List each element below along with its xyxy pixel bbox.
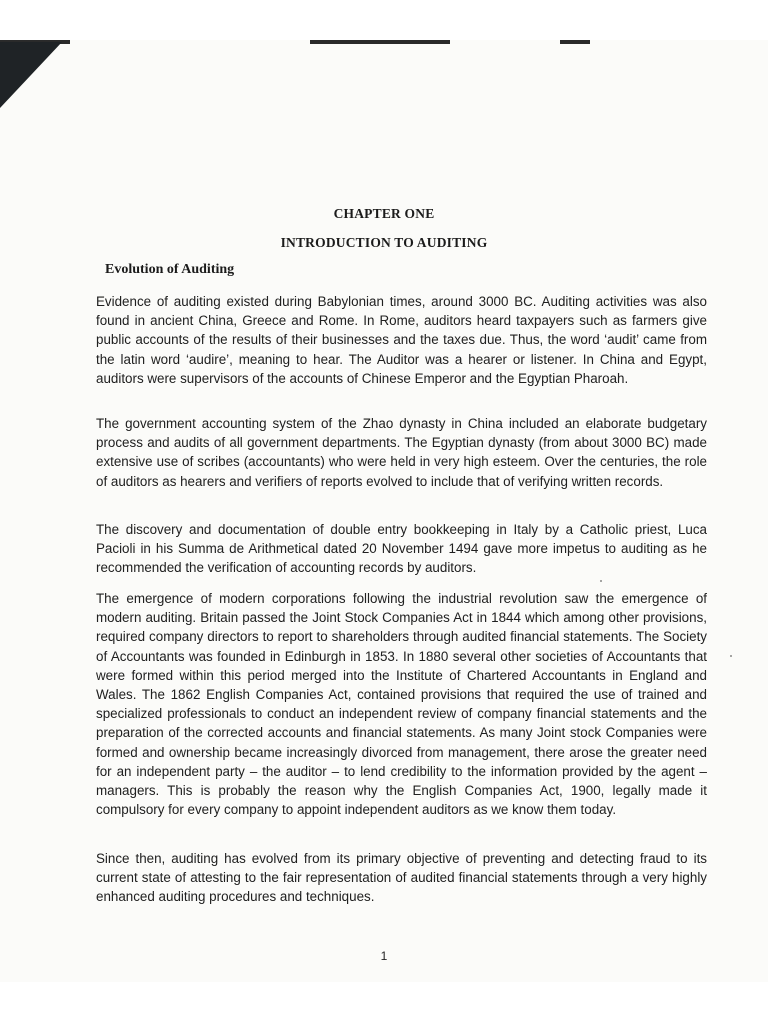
- scan-edge-gap: [70, 40, 310, 44]
- page-number: 1: [380, 949, 388, 963]
- paragraph: The discovery and documentation of double entry bookkeeping in Italy by a Catholic priest, Luca Pacioli in his Summa de Arithmetical dated 20 November 1494 gave more impetus to auditing as he recommended the verification of accounting records by auditors.: [96, 522, 707, 576]
- scan-edge-gap: [450, 40, 560, 44]
- section-heading: Evolution of Auditing: [105, 262, 235, 277]
- paragraph: The emergence of modern corporations following the industrial revolution saw the emergence of modern auditing. Britain passed the Joint Stock Companies Act in 1844 which among other provisions, required company directors to report to shareholders through audited financial statements. The Society of Accountants was founded in Edinburgh in 1853. In 1880 several other societies of Accountants that were formed within this period merged into the Institute of Chartered Accountants in England and Wales. The 1862 English Companies Act, contained provisions that required the use of trained and specialized professionals to conduct an independent review of company financial statements and the preparation of the corrected accounts and financial statements. As many Joint stock Companies were formed and ownership became increasingly divorced from management, there arose the greater need for an independent party – the auditor – to lend credibility to the information provided by the agent –managers. This is probably the reason why the English Companies Act, 1900, legally made it compulsory for every company to appoint independent auditors as we know them today.: [96, 591, 707, 818]
- scan-edge-gap: [590, 40, 768, 44]
- paragraph: The government accounting system of the Zhao dynasty in China included an elaborate budgetary process and audits of all government departments. The Egyptian dynasty (from about 3000 BC) made extensive use of scribes (accountants) who were held in very high esteem. Over the centuries, the role of auditors as hearers and verifiers of reports evolved to include that of verifying written records.: [96, 416, 707, 489]
- folded-corner: [0, 42, 62, 108]
- scan-speck: [600, 580, 602, 582]
- scan-speck: [730, 655, 732, 657]
- paragraph: Since then, auditing has evolved from its primary objective of preventing and detecting fraud to its current state of attesting to the fair representation of audited financial statements through a very highly enhanced auditing procedures and techniques.: [96, 851, 707, 905]
- chapter-title: INTRODUCTION TO AUDITING: [280, 235, 488, 250]
- paper-sheet: [0, 42, 768, 982]
- paragraph: Evidence of auditing existed during Babylonian times, around 3000 BC. Auditing activities was also found in ancient China, Greece and Rome. In Rome, auditors heard taxpayers such as farmers give public accounts of the results of their businesses and the taxes due. Thus, the word ‘audit’ came from the latin word ‘audire’, meaning to hear. The Auditor was a hearer or listener. In China and Egypt, auditors were supervisors of the accounts of Chinese Emperor and the Egyptian Pharoah.: [96, 294, 707, 386]
- chapter-number: CHAPTER ONE: [333, 206, 435, 221]
